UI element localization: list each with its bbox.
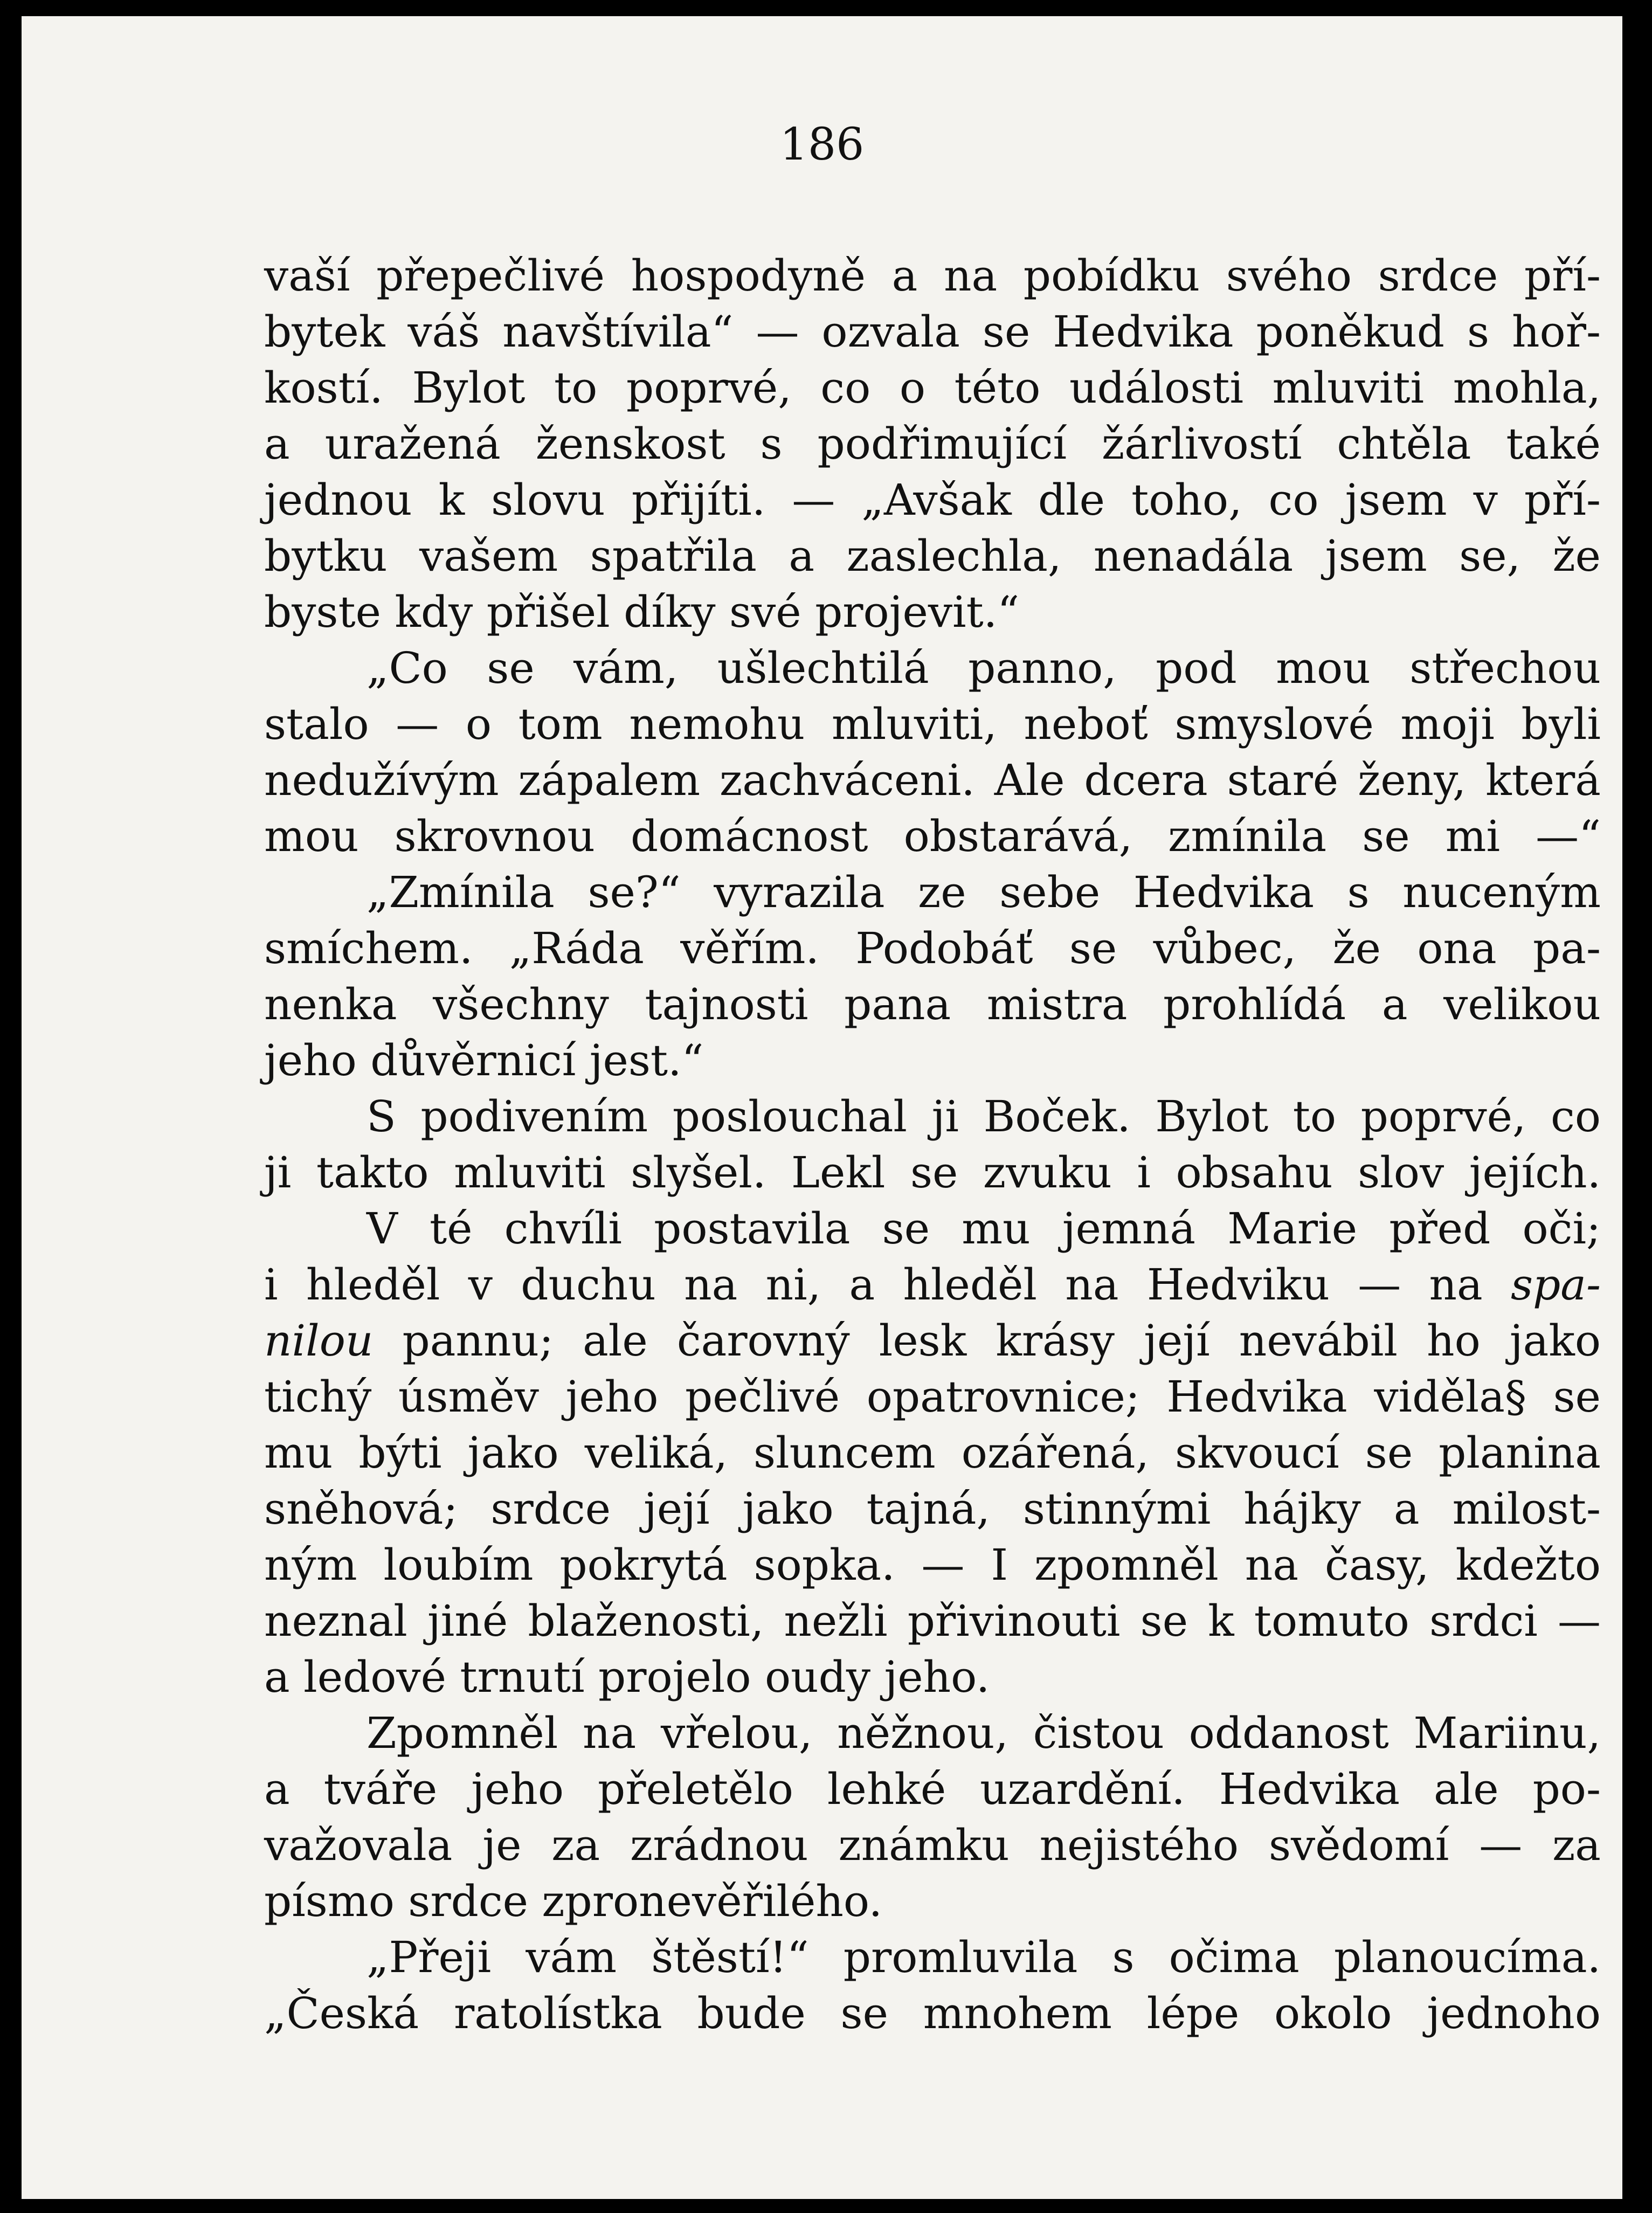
text-line: smíchem. „Ráda věřím. Podobáť se vůbec, že ona pa- <box>264 923 1601 973</box>
text-line: Zpomněl na vřelou, něžnou, čistou oddanost Mariinu, <box>367 1708 1601 1758</box>
text-line: vaší přepečlivé hospodyně a na pobídku svého srdce pří- <box>264 251 1601 301</box>
text-line: stalo — o tom nemohu mluviti, neboť smyslové moji byli <box>264 699 1601 749</box>
text-line: byste kdy přišel díky své projevit.“ <box>264 587 1020 637</box>
text-line: bytku vašem spatřila a zaslechla, nenadála jsem se, že <box>264 531 1601 581</box>
text-line: jednou k slovu přijíti. — „Avšak dle toho, co jsem v pří- <box>264 475 1601 525</box>
text-line: „Zmínila se?“ vyrazila ze sebe Hedvika s nuceným <box>367 867 1601 917</box>
text-line: „Přeji vám štěstí!“ promluvila s očima planoucíma. <box>367 1932 1601 1982</box>
text-line: nenka všechny tajnosti pana mistra prohlídá a velikou <box>264 979 1601 1029</box>
text-line: a uražená ženskost s podřimující žárlivostí chtěla také <box>264 419 1601 469</box>
text-line: a tváře jeho přeletělo lehké uzardění. Hedvika ale po- <box>264 1764 1601 1814</box>
italic-text: nilou <box>264 1316 374 1366</box>
text-line: tichý úsměv jeho pečlivé opatrovnice; Hedvika viděla§ se <box>264 1372 1601 1422</box>
text-line: V té chvíli postavila se mu jemná Marie před oči; <box>367 1204 1601 1254</box>
body-text <box>264 248 1601 2042</box>
italic-text: spa- <box>1511 1260 1601 1310</box>
book-page <box>22 16 1622 2199</box>
text-line: „Česká ratolístka bude se mnohem lépe okolo jednoho <box>264 1988 1601 2038</box>
text-line: mu býti jako veliká, sluncem ozářená, skvoucí se planina <box>264 1428 1601 1478</box>
text-line: važovala je za zrádnou známku nejistého svědomí — za <box>264 1820 1601 1870</box>
text-line: mou skrovnou domácnost obstarává, zmínila se mi —“ <box>264 811 1601 861</box>
text-segment: i hleděl v duchu na ni, a hleděl na Hedviku — na <box>264 1260 1511 1310</box>
text-line-with-italic <box>264 1313 1601 1369</box>
text-line: S podivením poslouchal ji Boček. Bylot to poprvé, co <box>367 1091 1601 1142</box>
text-line: ji takto mluviti slyšel. Lekl se zvuku i obsahu slov jejích. <box>264 1147 1601 1198</box>
text-line: nedužívým zápalem zachváceni. Ale dcera staré ženy, která <box>264 755 1601 805</box>
text-line: sněhová; srdce její jako tajná, stinnými hájky a milost- <box>264 1484 1601 1534</box>
text-line: neznal jiné blaženosti, nežli přivinouti se k tomuto srdci — <box>264 1596 1601 1646</box>
text-line: a ledové trnutí projelo oudy jeho. <box>264 1652 990 1702</box>
text-line: bytek váš navštívila“ — ozvala se Hedvika poněkud s hoř- <box>264 307 1601 357</box>
text-line-with-italic <box>264 1257 1601 1313</box>
text-line: jeho důvěrnicí jest.“ <box>264 1035 704 1085</box>
page-number: 186 <box>779 119 865 170</box>
text-line: „Co se vám, ušlechtilá panno, pod mou střechou <box>367 643 1601 693</box>
text-line: kostí. Bylot to poprvé, co o této události mluviti mohla, <box>264 363 1601 413</box>
text-segment: pannu; ale čarovný lesk krásy její nevábil ho jako <box>373 1316 1601 1366</box>
text-line: ným loubím pokrytá sopka. — I zpomněl na časy, kdežto <box>264 1540 1601 1590</box>
text-line: písmo srdce zpronevěřilého. <box>264 1876 883 1926</box>
